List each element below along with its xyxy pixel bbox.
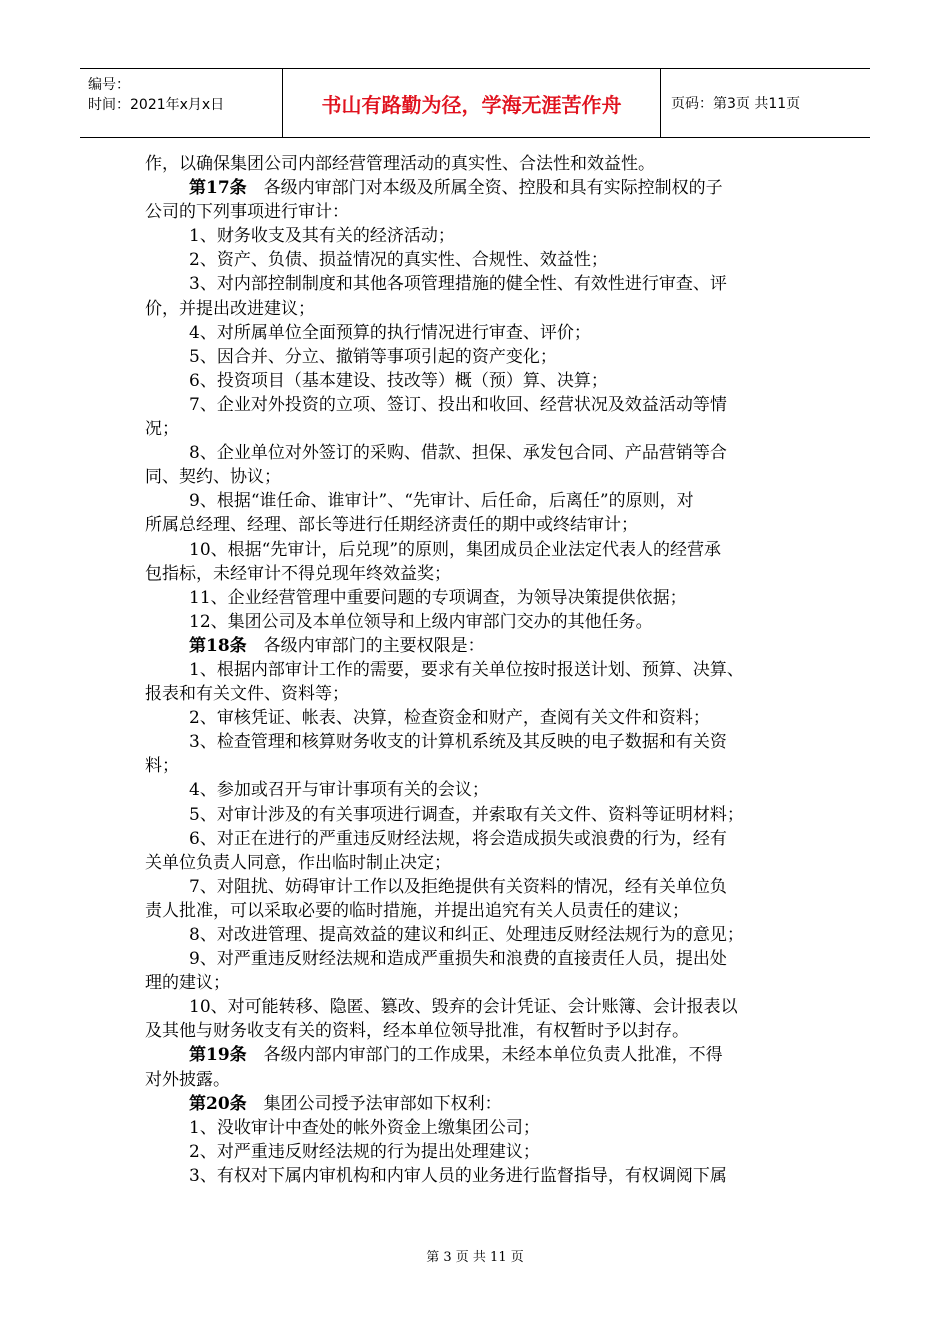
body-text-line <box>145 586 825 610</box>
body-text-line <box>145 224 825 248</box>
line-text: 4、参加或召开与审计事项有关的会议； <box>189 780 489 801</box>
line-text: 3、有权对下属内审机构和内审人员的业务进行监督指导，有权调阅下属 <box>189 1165 727 1186</box>
line-text: 责人批准，可以采取必要的临时措施，并提出追究有关人员责任的建议； <box>145 900 689 921</box>
body-text-line <box>145 272 825 296</box>
line-text: 2、审核凭证、帐表、决算，检查资金和财产，查阅有关文件和资料； <box>189 708 710 729</box>
body-text-line <box>145 923 825 947</box>
line-text: 集团公司授予法审部如下权利： <box>246 1093 502 1114</box>
body-text-line <box>145 562 825 586</box>
body-text-line <box>145 538 825 562</box>
body-text-line <box>145 706 825 730</box>
body-text-line <box>145 875 825 899</box>
line-text: 及其他与财务收支有关的资料，经本单位领导批准，有权暂时予以封存。 <box>145 1021 689 1042</box>
body-text-line <box>145 730 825 754</box>
body-text-line <box>145 899 825 923</box>
body-text-line <box>145 321 825 345</box>
document-number-label: 编号： <box>88 77 130 93</box>
line-text: 11、企业经营管理中重要问题的专项调查，为领导决策提供依据； <box>189 587 687 608</box>
line-text: 料； <box>145 756 179 777</box>
article-number: 第17条 <box>189 178 247 199</box>
body-text-line <box>145 369 825 393</box>
line-text: 10、对可能转移、隐匿、篡改、毁弃的会计凭证、会计账簿、会计报表以 <box>189 997 738 1018</box>
body-text-line <box>145 297 825 321</box>
article-number: 第20条 <box>189 1093 247 1114</box>
line-text: 同、契约、协议； <box>145 467 281 488</box>
line-text: 9、根据“谁任命、谁审计”、“先审计、后任命，后离任”的原则，对 <box>189 491 694 512</box>
body-text-line <box>145 1116 825 1140</box>
line-text: 对外披露。 <box>145 1069 230 1090</box>
line-text: 5、对审计涉及的有关事项进行调查，并索取有关文件、资料等证明材料； <box>189 804 744 825</box>
header-left-cell <box>80 69 283 137</box>
document-body <box>145 152 825 1188</box>
body-text-line <box>145 489 825 513</box>
body-text-line <box>145 465 825 489</box>
body-text-line <box>145 248 825 272</box>
body-text-line <box>145 417 825 441</box>
line-text: 作，以确保集团公司内部经营管理活动的真实性、合法性和效益性。 <box>145 154 655 174</box>
header-page-info: 页码：第3页 共11页 <box>671 96 801 112</box>
article-heading-line <box>145 1092 825 1116</box>
line-text: 各级内部内审部门的工作成果，未经本单位负责人批准，不得 <box>246 1045 723 1066</box>
body-text-line <box>145 1164 825 1188</box>
line-text: 包指标，未经审计不得兑现年终效益奖； <box>145 563 451 584</box>
line-text: 2、对严重违反财经法规的行为提出处理建议； <box>189 1141 540 1162</box>
body-text-line <box>145 971 825 995</box>
line-text: 10、根据“先审计，后兑现”的原则，集团成员企业法定代表人的经营承 <box>189 539 722 560</box>
body-text-line <box>145 345 825 369</box>
header-motto: 书山有路勤为径，学海无涯苦作舟 <box>283 69 661 137</box>
body-text-line <box>145 1068 825 1092</box>
body-text-line <box>145 947 825 971</box>
line-text: 价，并提出改进建议； <box>145 298 315 319</box>
line-text: 各级内审部门的主要权限是： <box>246 635 485 656</box>
line-text: 1、根据内部审计工作的需要，要求有关单位按时报送计划、预算、决算、 <box>189 659 744 680</box>
body-text-line <box>145 152 825 176</box>
body-text-line <box>145 851 825 875</box>
body-text-line <box>145 827 825 851</box>
line-text: 各级内审部门对本级及所属全资、控股和具有实际控制权的子 <box>246 178 723 199</box>
body-text-line <box>145 803 825 827</box>
line-text: 5、因合并、分立、撤销等事项引起的资产变化； <box>189 346 557 367</box>
line-text: 8、对改进管理、提高效益的建议和纠正、处理违反财经法规行为的意见； <box>189 925 744 945</box>
line-text: 1、财务收支及其有关的经济活动； <box>189 226 455 247</box>
body-text-line <box>145 995 825 1019</box>
body-text-line <box>145 658 825 682</box>
line-text: 12、集团公司及本单位领导和上级内审部门交办的其他任务。 <box>189 611 653 632</box>
line-text: 1、没收审计中查处的帐外资金上缴集团公司； <box>189 1117 540 1138</box>
article-heading-line <box>145 1043 825 1067</box>
line-text: 关单位负责人同意，作出临时制止决定； <box>145 852 451 873</box>
line-text: 况； <box>145 419 179 440</box>
line-text: 4、对所属单位全面预算的执行情况进行审查、评价； <box>189 322 591 343</box>
article-heading-line <box>145 634 825 658</box>
line-text: 6、对正在进行的严重违反财经法规，将会造成损失或浪费的行为，经有 <box>189 828 727 849</box>
line-text: 7、企业对外投资的立项、签订、投出和收回、经营状况及效益活动等情 <box>189 394 727 415</box>
line-text: 3、检查管理和核算财务收支的计算机系统及其反映的电子数据和有关资 <box>189 732 727 753</box>
article-heading-line <box>145 176 825 200</box>
document-time-label: 时间：2021年x月x日 <box>88 97 225 113</box>
body-text-line <box>145 393 825 417</box>
article-number: 第18条 <box>189 635 247 656</box>
line-text: 3、对内部控制制度和其他各项管理措施的健全性、有效性进行审查、评 <box>189 274 727 295</box>
line-text: 6、投资项目（基本建设、技改等）概（预）算、决算； <box>189 370 608 391</box>
body-text-line <box>145 1019 825 1043</box>
body-text-line <box>145 682 825 706</box>
body-text-line <box>145 200 825 224</box>
line-text: 2、资产、负债、损益情况的真实性、合规性、效益性； <box>189 250 608 271</box>
line-text: 公司的下列事项进行审计： <box>145 202 349 223</box>
line-text: 所属总经理、经理、部长等进行任期经济责任的期中或终结审计； <box>145 515 638 536</box>
body-text-line <box>145 513 825 537</box>
body-text-line <box>145 778 825 802</box>
line-text: 7、对阻扰、妨碍审计工作以及拒绝提供有关资料的情况，经有关单位负 <box>189 876 727 897</box>
line-text: 9、对严重违反财经法规和造成严重损失和浪费的直接责任人员，提出处 <box>189 949 727 970</box>
body-text-line <box>145 441 825 465</box>
line-text: 报表和有关文件、资料等； <box>145 684 349 705</box>
body-text-line <box>145 754 825 778</box>
page-footer: 第 3 页 共 11 页 <box>426 1250 524 1265</box>
body-text-line <box>145 610 825 634</box>
article-number: 第19条 <box>189 1045 247 1066</box>
body-text-line <box>145 1140 825 1164</box>
line-text: 理的建议； <box>145 973 230 994</box>
line-text: 8、企业单位对外签订的采购、借款、担保、承发包合同、产品营销等合 <box>189 443 727 464</box>
page-header <box>80 68 870 138</box>
